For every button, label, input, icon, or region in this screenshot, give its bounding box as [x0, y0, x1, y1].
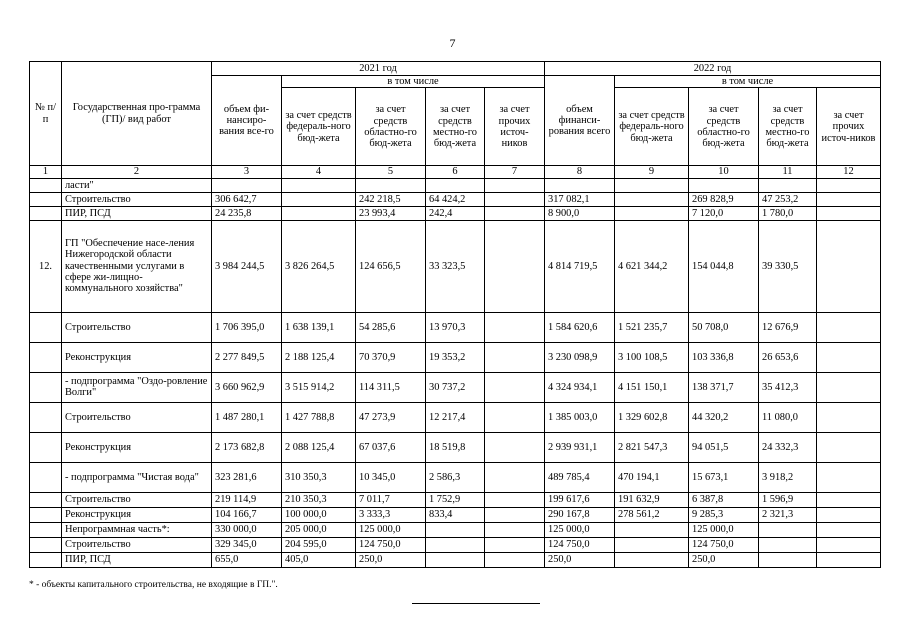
value-cell: 67 037,6 — [356, 432, 426, 462]
value-cell — [817, 402, 881, 432]
value-cell: 124 656,5 — [356, 220, 426, 312]
table-row — [30, 522, 881, 537]
colnum: 4 — [282, 166, 356, 178]
value-cell — [615, 192, 689, 206]
colnum: 8 — [545, 166, 615, 178]
value-cell: 9 285,3 — [689, 507, 759, 522]
table-row — [30, 402, 881, 432]
value-cell — [817, 537, 881, 552]
value-cell — [817, 432, 881, 462]
value-cell: 290 167,8 — [545, 507, 615, 522]
value-cell: 1 584 620,6 — [545, 312, 615, 342]
header-total-2022: объем финанси-рования всего — [545, 76, 615, 166]
value-cell — [356, 178, 426, 192]
value-cell — [426, 552, 485, 567]
value-cell: 191 632,9 — [615, 492, 689, 507]
row-name: Непрограммная часть*: — [62, 522, 212, 537]
value-cell: 125 000,0 — [689, 522, 759, 537]
value-cell — [759, 552, 817, 567]
colnum: 10 — [689, 166, 759, 178]
value-cell — [759, 537, 817, 552]
value-cell — [485, 492, 545, 507]
value-cell — [485, 372, 545, 402]
header-incl-2022: в том числе — [615, 76, 881, 88]
value-cell: 2 821 547,3 — [615, 432, 689, 462]
row-number — [30, 552, 62, 567]
row-name: Реконструкция — [62, 432, 212, 462]
value-cell: 330 000,0 — [212, 522, 282, 537]
value-cell: 199 617,6 — [545, 492, 615, 507]
colnum: 7 — [485, 166, 545, 178]
table-row — [30, 206, 881, 220]
colnum: 5 — [356, 166, 426, 178]
value-cell: 489 785,4 — [545, 462, 615, 492]
colnum: 3 — [212, 166, 282, 178]
value-cell — [485, 507, 545, 522]
value-cell: 2 321,3 — [759, 507, 817, 522]
value-cell: 323 281,6 — [212, 462, 282, 492]
value-cell — [485, 220, 545, 312]
value-cell: 250,0 — [356, 552, 426, 567]
row-name: - подпрограмма "Чистая вода" — [62, 462, 212, 492]
value-cell: 1 521 235,7 — [615, 312, 689, 342]
value-cell: 125 000,0 — [356, 522, 426, 537]
value-cell: 1 329 602,8 — [615, 402, 689, 432]
value-cell: 24 332,3 — [759, 432, 817, 462]
value-cell: 205 000,0 — [282, 522, 356, 537]
value-cell — [817, 342, 881, 372]
value-cell: 3 230 098,9 — [545, 342, 615, 372]
value-cell: 54 285,6 — [356, 312, 426, 342]
value-cell: 1 706 395,0 — [212, 312, 282, 342]
value-cell — [485, 462, 545, 492]
value-cell — [817, 462, 881, 492]
value-cell: 24 235,8 — [212, 206, 282, 220]
value-cell: 124 750,0 — [689, 537, 759, 552]
header-other-2021: за счет прочих источ-ников — [485, 88, 545, 166]
table-row — [30, 312, 881, 342]
value-cell: 3 660 962,9 — [212, 372, 282, 402]
value-cell: 114 311,5 — [356, 372, 426, 402]
value-cell: 269 828,9 — [689, 192, 759, 206]
value-cell — [426, 178, 485, 192]
value-cell — [485, 522, 545, 537]
row-name: ГП "Обеспечение насе-ления Нижегородской области качественными услугами в сфере жи-лищно-коммунального хозяйства" — [62, 220, 212, 312]
row-name: Реконструкция — [62, 342, 212, 372]
row-number — [30, 507, 62, 522]
header-incl-2021: в том числе — [282, 76, 545, 88]
value-cell: 2 939 931,1 — [545, 432, 615, 462]
value-cell: 1 427 788,8 — [282, 402, 356, 432]
value-cell: 47 273,9 — [356, 402, 426, 432]
value-cell: 13 970,3 — [426, 312, 485, 342]
value-cell: 104 166,7 — [212, 507, 282, 522]
table-row — [30, 492, 881, 507]
header-loc-2021: за счет средств местно-го бюд-жета — [426, 88, 485, 166]
value-cell — [485, 402, 545, 432]
colnum: 9 — [615, 166, 689, 178]
table-body — [30, 178, 881, 567]
colnum: 2 — [62, 166, 212, 178]
value-cell: 19 353,2 — [426, 342, 485, 372]
value-cell: 11 080,0 — [759, 402, 817, 432]
value-cell: 15 673,1 — [689, 462, 759, 492]
value-cell — [689, 178, 759, 192]
value-cell: 655,0 — [212, 552, 282, 567]
value-cell: 70 370,9 — [356, 342, 426, 372]
value-cell — [759, 522, 817, 537]
value-cell: 210 350,3 — [282, 492, 356, 507]
row-name: Строительство — [62, 492, 212, 507]
value-cell — [817, 312, 881, 342]
value-cell: 100 000,0 — [282, 507, 356, 522]
value-cell: 50 708,0 — [689, 312, 759, 342]
value-cell: 833,4 — [426, 507, 485, 522]
row-number — [30, 206, 62, 220]
value-cell — [485, 537, 545, 552]
value-cell — [817, 552, 881, 567]
value-cell — [485, 342, 545, 372]
value-cell: 250,0 — [689, 552, 759, 567]
table-row — [30, 372, 881, 402]
footnote: * - объекты капитального строительства, не входящие в ГП.". — [29, 580, 278, 590]
row-name: Строительство — [62, 402, 212, 432]
value-cell: 1 487 280,1 — [212, 402, 282, 432]
row-name: - подпрограмма "Оздо-ровление Волги" — [62, 372, 212, 402]
value-cell: 7 011,7 — [356, 492, 426, 507]
header-program: Государственная про-грамма (ГП)/ вид работ — [62, 62, 212, 166]
value-cell: 2 277 849,5 — [212, 342, 282, 372]
table-row — [30, 220, 881, 312]
value-cell: 4 814 719,5 — [545, 220, 615, 312]
value-cell: 1 638 139,1 — [282, 312, 356, 342]
value-cell: 1 752,9 — [426, 492, 485, 507]
value-cell: 33 323,5 — [426, 220, 485, 312]
value-cell — [426, 537, 485, 552]
value-cell: 219 114,9 — [212, 492, 282, 507]
value-cell: 2 088 125,4 — [282, 432, 356, 462]
financing-table — [29, 61, 881, 568]
value-cell: 242 218,5 — [356, 192, 426, 206]
colnum: 1 — [30, 166, 62, 178]
value-cell: 7 120,0 — [689, 206, 759, 220]
table-row — [30, 507, 881, 522]
row-name: ПИР, ПСД — [62, 552, 212, 567]
value-cell — [485, 432, 545, 462]
value-cell: 10 345,0 — [356, 462, 426, 492]
value-cell: 8 900,0 — [545, 206, 615, 220]
value-cell: 1 385 003,0 — [545, 402, 615, 432]
value-cell: 26 653,6 — [759, 342, 817, 372]
colnum: 12 — [817, 166, 881, 178]
table-row — [30, 192, 881, 206]
value-cell: 44 320,2 — [689, 402, 759, 432]
header-num: № п/п — [30, 62, 62, 166]
header-total-2021: объем фи-нансиро-вания все-го — [212, 76, 282, 166]
value-cell: 39 330,5 — [759, 220, 817, 312]
row-number — [30, 432, 62, 462]
row-name: Реконструкция — [62, 507, 212, 522]
header-reg-2021: за счет средств областно-го бюд-жета — [356, 88, 426, 166]
page-number: 7 — [449, 36, 456, 50]
value-cell — [485, 178, 545, 192]
value-cell — [545, 178, 615, 192]
value-cell: 310 350,3 — [282, 462, 356, 492]
value-cell: 3 515 914,2 — [282, 372, 356, 402]
row-number — [30, 402, 62, 432]
colnum: 6 — [426, 166, 485, 178]
table-row — [30, 537, 881, 552]
value-cell — [817, 372, 881, 402]
table-row — [30, 462, 881, 492]
value-cell: 4 151 150,1 — [615, 372, 689, 402]
row-name: Строительство — [62, 537, 212, 552]
value-cell — [817, 178, 881, 192]
header-reg-2022: за счет средств областно-го бюд-жета — [689, 88, 759, 166]
header-fed-2022: за счет средств федераль-ного бюд-жета — [615, 88, 689, 166]
value-cell: 306 642,7 — [212, 192, 282, 206]
row-number — [30, 372, 62, 402]
value-cell: 405,0 — [282, 552, 356, 567]
value-cell: 12 217,4 — [426, 402, 485, 432]
row-name: Строительство — [62, 192, 212, 206]
value-cell: 278 561,2 — [615, 507, 689, 522]
value-cell: 124 750,0 — [545, 537, 615, 552]
value-cell: 250,0 — [545, 552, 615, 567]
row-number — [30, 462, 62, 492]
row-number — [30, 312, 62, 342]
value-cell — [615, 178, 689, 192]
separator-line — [412, 603, 540, 604]
value-cell: 4 324 934,1 — [545, 372, 615, 402]
value-cell: 103 336,8 — [689, 342, 759, 372]
value-cell — [212, 178, 282, 192]
value-cell: 64 424,2 — [426, 192, 485, 206]
value-cell — [817, 492, 881, 507]
value-cell: 242,4 — [426, 206, 485, 220]
value-cell — [817, 507, 881, 522]
value-cell: 124 750,0 — [356, 537, 426, 552]
value-cell: 3 918,2 — [759, 462, 817, 492]
value-cell: 47 253,2 — [759, 192, 817, 206]
row-name: ласти" — [62, 178, 212, 192]
value-cell: 204 595,0 — [282, 537, 356, 552]
value-cell — [817, 522, 881, 537]
value-cell — [759, 178, 817, 192]
value-cell — [817, 220, 881, 312]
table-row — [30, 552, 881, 567]
value-cell: 35 412,3 — [759, 372, 817, 402]
value-cell: 2 586,3 — [426, 462, 485, 492]
value-cell: 4 621 344,2 — [615, 220, 689, 312]
value-cell — [817, 206, 881, 220]
value-cell: 1 780,0 — [759, 206, 817, 220]
value-cell — [282, 178, 356, 192]
value-cell: 6 387,8 — [689, 492, 759, 507]
value-cell — [485, 206, 545, 220]
value-cell: 12 676,9 — [759, 312, 817, 342]
header-other-2022: за счет прочих источ-ников — [817, 88, 881, 166]
row-number — [30, 192, 62, 206]
value-cell — [282, 192, 356, 206]
value-cell — [615, 537, 689, 552]
value-cell — [615, 206, 689, 220]
header-year-2022: 2022 год — [545, 62, 881, 76]
value-cell — [282, 206, 356, 220]
value-cell — [615, 552, 689, 567]
value-cell: 3 984 244,5 — [212, 220, 282, 312]
value-cell: 154 044,8 — [689, 220, 759, 312]
table-row — [30, 178, 881, 192]
row-number — [30, 178, 62, 192]
header-fed-2021: за счет средств федераль-ного бюд-жета — [282, 88, 356, 166]
row-name: ПИР, ПСД — [62, 206, 212, 220]
table-row — [30, 432, 881, 462]
value-cell: 23 993,4 — [356, 206, 426, 220]
value-cell: 125 000,0 — [545, 522, 615, 537]
value-cell: 18 519,8 — [426, 432, 485, 462]
value-cell: 3 100 108,5 — [615, 342, 689, 372]
value-cell: 3 826 264,5 — [282, 220, 356, 312]
value-cell: 329 345,0 — [212, 537, 282, 552]
value-cell — [615, 522, 689, 537]
row-number — [30, 492, 62, 507]
row-number — [30, 522, 62, 537]
value-cell: 317 082,1 — [545, 192, 615, 206]
table-row — [30, 342, 881, 372]
value-cell: 94 051,5 — [689, 432, 759, 462]
value-cell — [485, 312, 545, 342]
colnum: 11 — [759, 166, 817, 178]
value-cell: 1 596,9 — [759, 492, 817, 507]
value-cell: 2 188 125,4 — [282, 342, 356, 372]
value-cell: 30 737,2 — [426, 372, 485, 402]
value-cell — [426, 522, 485, 537]
value-cell: 138 371,7 — [689, 372, 759, 402]
value-cell: 2 173 682,8 — [212, 432, 282, 462]
value-cell: 470 194,1 — [615, 462, 689, 492]
value-cell — [817, 192, 881, 206]
value-cell: 3 333,3 — [356, 507, 426, 522]
value-cell — [485, 552, 545, 567]
header-year-2021: 2021 год — [212, 62, 545, 76]
row-name: Строительство — [62, 312, 212, 342]
row-number — [30, 537, 62, 552]
header-loc-2022: за счет средств местно-го бюд-жета — [759, 88, 817, 166]
value-cell — [485, 192, 545, 206]
row-number — [30, 342, 62, 372]
row-number: 12. — [30, 220, 62, 312]
